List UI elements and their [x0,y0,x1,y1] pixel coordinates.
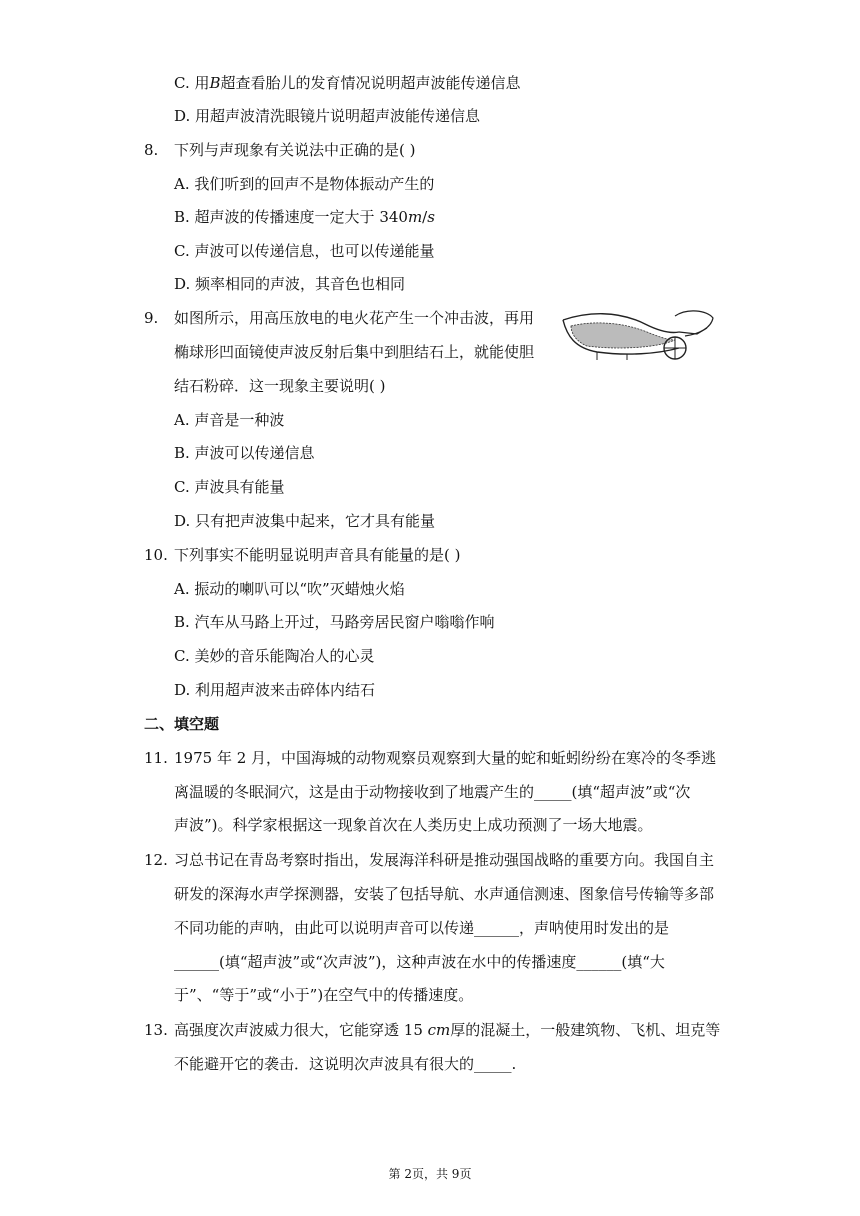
q13-number: 13. [144,1021,168,1039]
q9-stem-line1: 如图所示，用高压放电的电火花产生一个冲击波，再用 [174,309,535,327]
q10-stem: 下列事实不能明显说明声音具有能量的是( ) [174,546,461,564]
page-footer: 第 2页，共 9页 [388,1167,472,1181]
q9-stem-line2: 椭球形凹面镜使声波反射后集中到胆结石上，就能使胆 [174,343,535,361]
q13-line1: 高强度次声波威力很大，它能穿透 15 𝑐𝑚厚的混凝土，一般建筑物、飞机、坦克等 [174,1021,721,1039]
q7-option-d: D. 用超声波清洗眼镜片说明超声波能传递信息 [174,107,481,125]
q10-option-a: A. 振动的喇叭可以“吹”灭蜡烛火焰 [174,580,405,598]
q12-number: 12. [144,851,168,869]
q7-option-c: C. 用𝐵超查看胎儿的发育情况说明超声波能传递信息 [174,74,521,92]
q11-line1: 1975 年 2 月，中国海城的动物观察员观察到大量的蛇和蚯蚓纷纷在寒冷的冬季逃 [174,749,717,767]
q9-stem-line3: 结石粉碎．这一现象主要说明( ) [174,377,386,395]
q10-number: 10. [144,546,168,564]
q12-line2: 研发的深海水声学探测器，安装了包括导航、水声通信测速、图象信号传输等多部 [174,885,715,903]
q11-number: 11. [144,749,168,767]
q9-option-a: A. 声音是一种波 [174,411,285,429]
q12-line3: 不同功能的声呐，由此可以说明声音可以传递______，声呐使用时发出的是 [174,919,670,937]
lithotripter-figure [557,304,717,376]
q9-option-d: D. 只有把声波集中起来，它才具有能量 [174,512,436,530]
q8-option-c: C. 声波可以传递信息，也可以传递能量 [174,242,435,260]
q12-line5: 于”、“等于”或“小于”)在空气中的传播速度。 [174,986,474,1004]
q11-line3: 声波”)。科学家根据这一现象首次在人类历史上成功预测了一场大地震。 [174,816,653,834]
q8-option-b: B. 超声波的传播速度一定大于 340𝑚/𝑠 [174,208,435,226]
q13-line2: 不能避开它的袭击．这说明次声波具有很大的_____. [174,1055,517,1073]
section-heading-fill-in: 二、填空题 [144,715,220,733]
q11-line2: 离温暖的冬眠洞穴，这是由于动物接收到了地震产生的_____(填“超声波”或“次 [174,783,691,801]
q12-line4: ______(填“超声波”或“次声波”)，这种声波在水中的传播速度______(填“大 [174,953,665,971]
q10-option-c: C. 美妙的音乐能陶冶人的心灵 [174,647,375,665]
q10-option-d: D. 利用超声波来击碎体内结石 [174,681,376,699]
q9-option-b: B. 声波可以传递信息 [174,444,315,462]
q9-option-c: C. 声波具有能量 [174,478,285,496]
q12-line1: 习总书记在青岛考察时指出，发展海洋科研是推动强国战略的重要方向。我国自主 [174,851,715,869]
q8-option-d: D. 频率相同的声波，其音色也相同 [174,275,406,293]
q8-stem: 下列与声现象有关说法中正确的是( ) [174,141,416,159]
q8-option-a: A. 我们听到的回声不是物体振动产生的 [174,175,435,193]
q9-number: 9. [144,309,159,327]
q10-option-b: B. 汽车从马路上开过，马路旁居民窗户嗡嗡作响 [174,613,495,631]
q8-number: 8. [144,141,159,159]
